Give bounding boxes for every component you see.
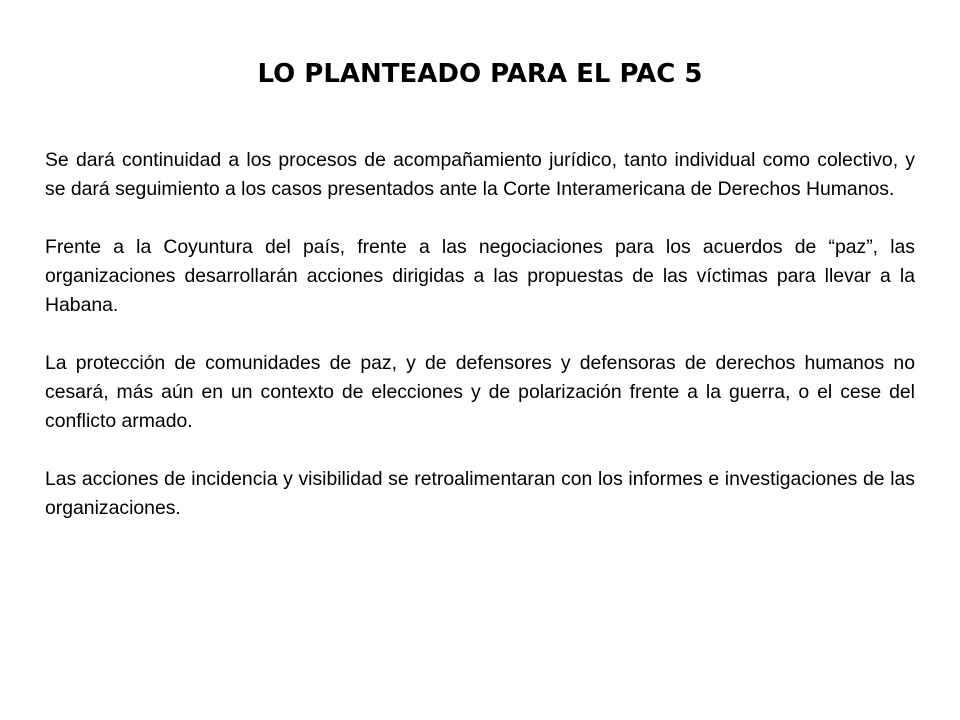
paragraph-advocacy-visibility: Las acciones de incidencia y visibilidad se retroalimentaran con los informes e investigaciones de las organizaciones. xyxy=(45,468,915,519)
slide-title: LO PLANTEADO PARA EL PAC 5 xyxy=(257,59,703,89)
paragraph-country-situation: Frente a la Coyuntura del país, frente a las negociaciones para los acuerdos de “paz”, las organizaciones desarrollarán acciones dirigidas a las propuestas de las víctimas para llevar a la Habana. xyxy=(45,236,915,316)
paragraph-community-protection: La protección de comunidades de paz, y de defensores y defensoras de derechos humanos no cesará, más aún en un contexto de elecciones y de polarización frente a la guerra, o el cese del conflicto armado. xyxy=(45,352,915,432)
paragraph-legal-accompaniment: Se dará continuidad a los procesos de acompañamiento jurídico, tanto individual como colectivo, y se dará seguimiento a los casos presentados ante la Corte Interamericana de Derechos Humanos. xyxy=(45,149,915,200)
slide-body xyxy=(45,146,915,552)
